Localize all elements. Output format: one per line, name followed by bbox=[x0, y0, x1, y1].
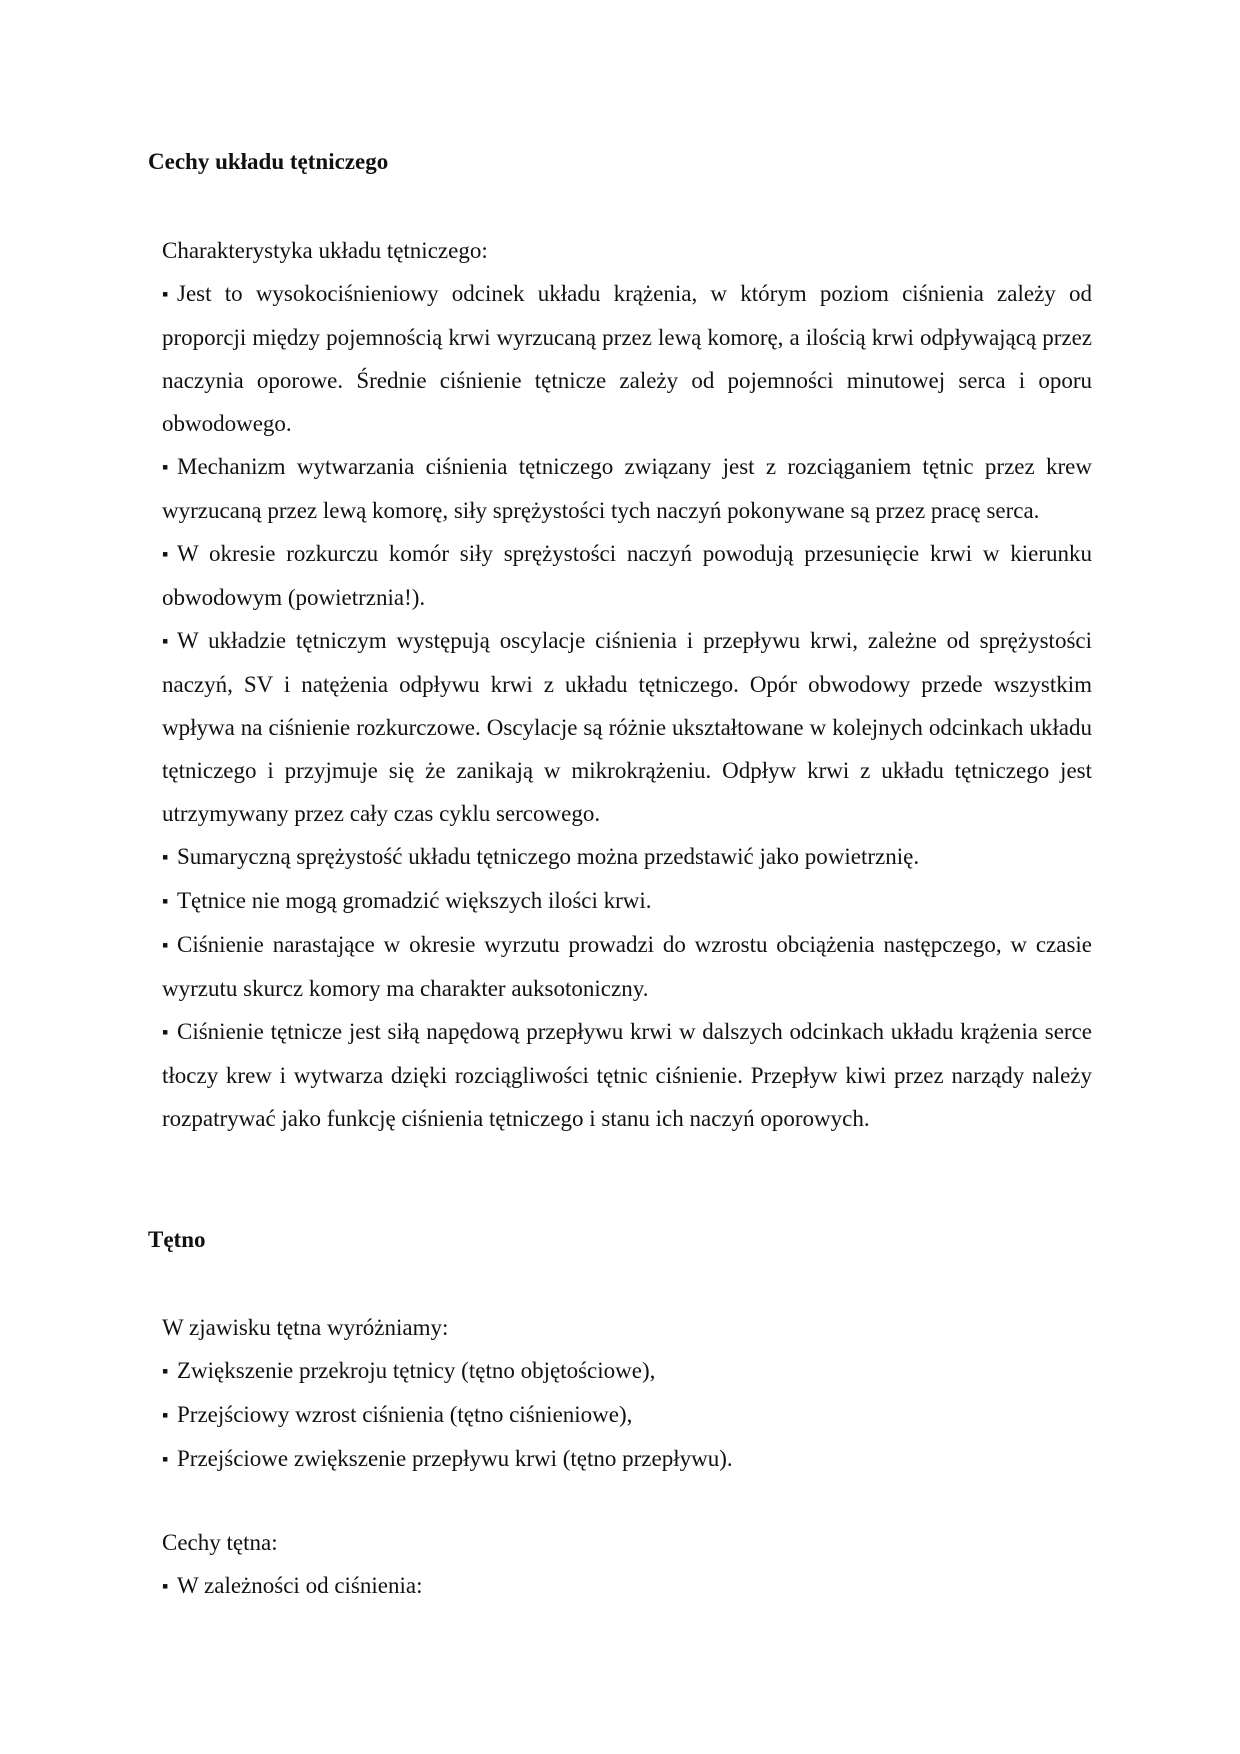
bullet-text: W okresie rozkurczu komór siły sprężystości naczyń powodują przesunięcie krwi w kierunku obwodowym (powietrznia!). bbox=[162, 541, 1092, 610]
bullet-text: Sumaryczną sprężystość układu tętniczego można przedstawić jako powietrznię. bbox=[177, 844, 920, 869]
bullet-text: Mechanizm wytwarzania ciśnienia tętniczego związany jest z rozciąganiem tętnic przez krew wyrzucaną przez lewą komorę, siły sprężystości tych naczyń pokonywane są przez pracę serca. bbox=[162, 454, 1092, 523]
bullet-paragraph bbox=[162, 1437, 1092, 1481]
bullet-icon: ▪ bbox=[162, 284, 169, 304]
bullet-paragraph bbox=[162, 619, 1092, 835]
bullet-icon: ▪ bbox=[162, 935, 169, 955]
bullet-icon: ▪ bbox=[162, 544, 169, 564]
bullet-paragraph bbox=[162, 1393, 1092, 1437]
bullet-paragraph bbox=[162, 1010, 1092, 1140]
bullet-text: Tętnice nie mogą gromadzić większych ilości krwi. bbox=[177, 888, 652, 913]
bullet-icon: ▪ bbox=[162, 457, 169, 477]
bullet-icon: ▪ bbox=[162, 1022, 169, 1042]
bullet-icon: ▪ bbox=[162, 631, 169, 651]
bullet-icon: ▪ bbox=[162, 847, 169, 867]
bullet-text: W układzie tętniczym występują oscylacje ciśnienia i przepływu krwi, zależne od sprężystości naczyń, SV i natężenia odpływu krwi z układu tętniczego. Opór obwodowy przede wszystkim wpływa na ciśnienie rozkurczowe. Oscylacje są różnie ukształtowane w kolejnych odcinkach układu tętniczego i przyjmuje się że zanikają w mikrokrążeniu. Odpływ krwi z układu tętniczego jest utrzymywany przez cały czas cyklu sercowego. bbox=[162, 628, 1092, 826]
bullet-icon: ▪ bbox=[162, 891, 169, 911]
bullet-paragraph bbox=[162, 923, 1092, 1010]
section-heading-pulse: Tętno bbox=[148, 1227, 206, 1252]
section-intro: Charakterystyka układu tętniczego: bbox=[162, 238, 488, 263]
bullet-paragraph bbox=[162, 272, 1092, 445]
bullet-icon: ▪ bbox=[162, 1449, 169, 1469]
bullet-text: Przejściowy wzrost ciśnienia (tętno ciśnieniowe), bbox=[177, 1402, 633, 1427]
bullet-paragraph bbox=[162, 532, 1092, 619]
bullet-icon: ▪ bbox=[162, 1361, 169, 1381]
bullet-text: W zależności od ciśnienia: bbox=[177, 1573, 423, 1598]
bullet-text: Przejściowe zwiększenie przepływu krwi (tętno przepływu). bbox=[177, 1446, 733, 1471]
bullet-icon: ▪ bbox=[162, 1576, 169, 1596]
bullet-text: Ciśnienie narastające w okresie wyrzutu prowadzi do wzrostu obciążenia następczego, w czasie wyrzutu skurcz komory ma charakter auksotoniczny. bbox=[162, 932, 1092, 1001]
section-intro: Cechy tętna: bbox=[162, 1530, 278, 1555]
pulse-phenomena-content bbox=[162, 1306, 1092, 1481]
bullet-paragraph bbox=[162, 879, 1092, 923]
bullet-text: Zwiększenie przekroju tętnicy (tętno objętościowe), bbox=[177, 1358, 656, 1383]
arterial-system-content bbox=[162, 229, 1092, 1140]
bullet-paragraph bbox=[162, 1349, 1092, 1393]
bullet-paragraph bbox=[162, 445, 1092, 532]
section-intro: W zjawisku tętna wyróżniamy: bbox=[162, 1315, 449, 1340]
pulse-features-content bbox=[162, 1521, 1092, 1608]
bullet-paragraph bbox=[162, 1564, 1092, 1608]
section-heading-arterial-system: Cechy układu tętniczego bbox=[148, 149, 389, 174]
bullet-icon: ▪ bbox=[162, 1405, 169, 1425]
bullet-text: Jest to wysokociśnieniowy odcinek układu krążenia, w którym poziom ciśnienia zależy od proporcji między pojemnością krwi wyrzucaną przez lewą komorę, a ilością krwi odpływającą przez naczynia oporowe. Średnie ciśnienie tętnicze zależy od pojemności minutowej serca i oporu obwodowego. bbox=[162, 281, 1092, 436]
bullet-text: Ciśnienie tętnicze jest siłą napędową przepływu krwi w dalszych odcinkach układu krążenia serce tłoczy krew i wytwarza dzięki rozciągliwości tętnic ciśnienie. Przepływ kiwi przez narządy należy rozpatrywać jako funkcję ciśnienia tętniczego i stanu ich naczyń oporowych. bbox=[162, 1019, 1092, 1131]
bullet-paragraph bbox=[162, 835, 1092, 879]
